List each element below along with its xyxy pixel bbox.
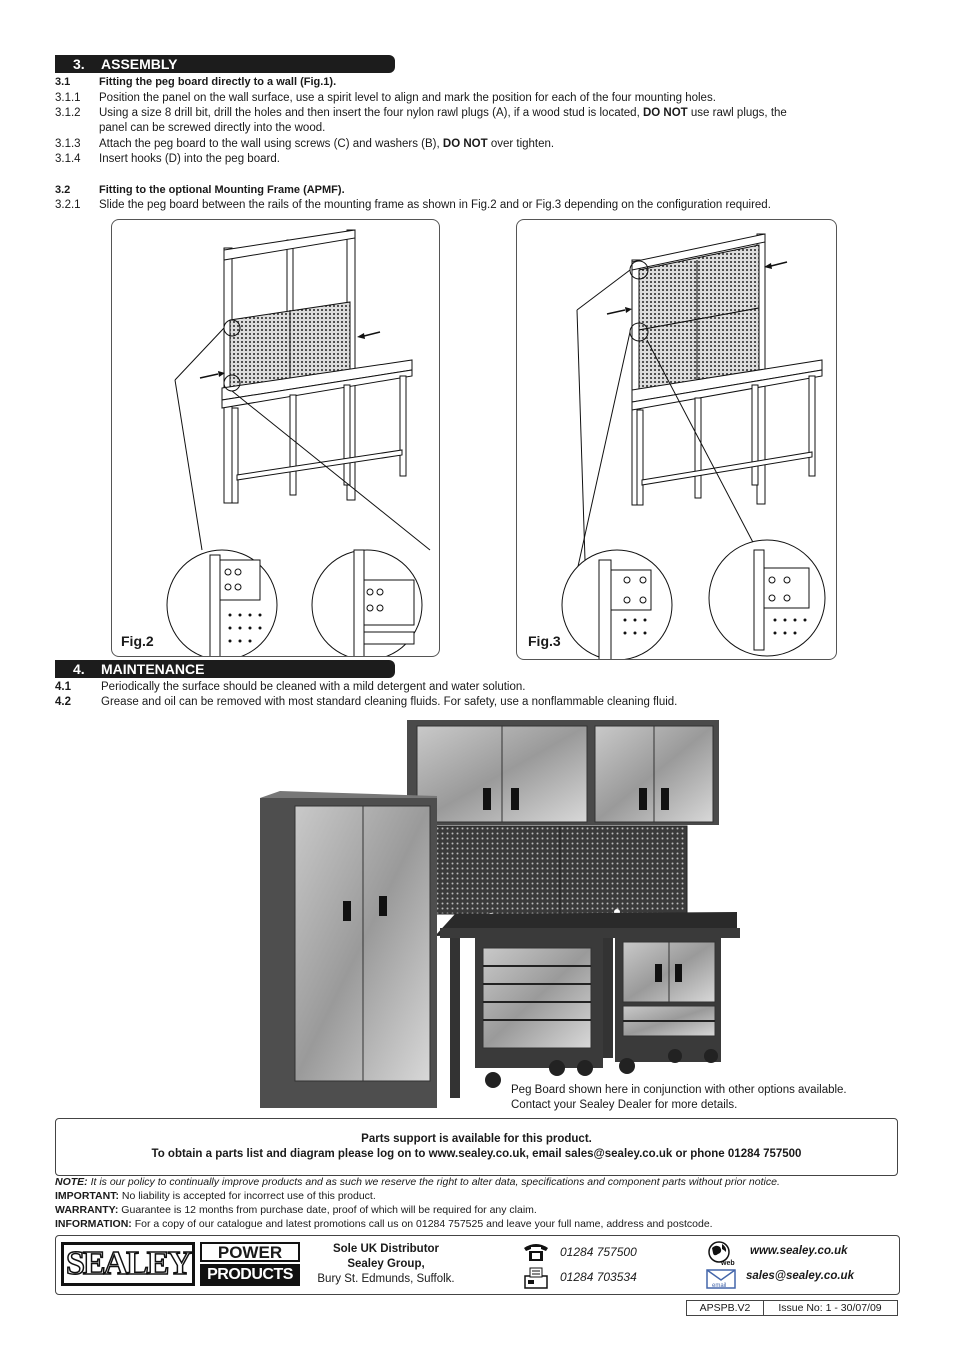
product-photo [255,716,745,1108]
detail-circle-left [167,550,277,656]
email-link[interactable]: sales@sealey.co.uk [746,1270,854,1282]
footer-contact-box [55,1235,900,1295]
fax-number: 01284 703534 [560,1270,637,1284]
distributor-info: Sole UK Distributor Sealey Group, Bury St. Edmunds, Suffolk. [317,1243,455,1285]
detail-circle-right [709,540,825,656]
website-link[interactable]: www.sealey.co.uk [750,1245,848,1257]
phone-number[interactable]: 01284 757500 [560,1245,637,1259]
power-logo: POWER [200,1242,300,1262]
globe-web-icon [706,1240,740,1266]
figure-3 [516,219,837,660]
envelope-email-icon [706,1268,736,1290]
workbench-double-pegboard-drawing [517,220,836,659]
warranty-line: WARRANTY: Guarantee is 12 months from purchase date, proof of which will be required for any claim. [55,1204,537,1216]
fig-2-label: Fig.2 [121,633,154,649]
detail-circle-left [562,550,672,659]
figure-2 [111,219,440,657]
note-line: NOTE: It is our policy to continually improve products and as such we reserve the right to alter data, specifications and component parts without prior notice. [55,1176,780,1188]
sealey-logo: SEALEY [61,1242,195,1286]
svg-text:web: web [721,1260,735,1266]
workbench-mounting-frame-drawing [112,220,439,656]
assembly-heading: 3. ASSEMBLY [55,55,395,73]
products-logo: PRODUCTS [200,1264,300,1286]
product-code: APSPB.V2 [686,1300,764,1316]
photo-caption: Peg Board shown here in conjunction with other options available. Contact your Sealey Dealer for more details. [511,1084,847,1111]
important-line: IMPORTANT: No liability is accepted for incorrect use of this product. [55,1190,376,1202]
fax-icon [522,1266,550,1290]
svg-text:email: email [712,1283,727,1289]
fig-3-label: Fig.3 [528,633,561,649]
telephone-icon [522,1242,550,1262]
parts-support-box: Parts support is available for this product. To obtain a parts list and diagram please log on to www.sealey.co.uk, email sales@sealey.co.uk or phone 01284 757500 [55,1118,898,1176]
information-line: INFORMATION: For a copy of our catalogue and latest promotions call us on 01284 757525 and leave your full name, address and postcode. [55,1218,713,1230]
detail-circle-right [312,550,422,656]
issue-number: Issue No: 1 - 30/07/09 [763,1300,898,1316]
maintenance-heading: 4. MAINTENANCE [55,660,395,678]
